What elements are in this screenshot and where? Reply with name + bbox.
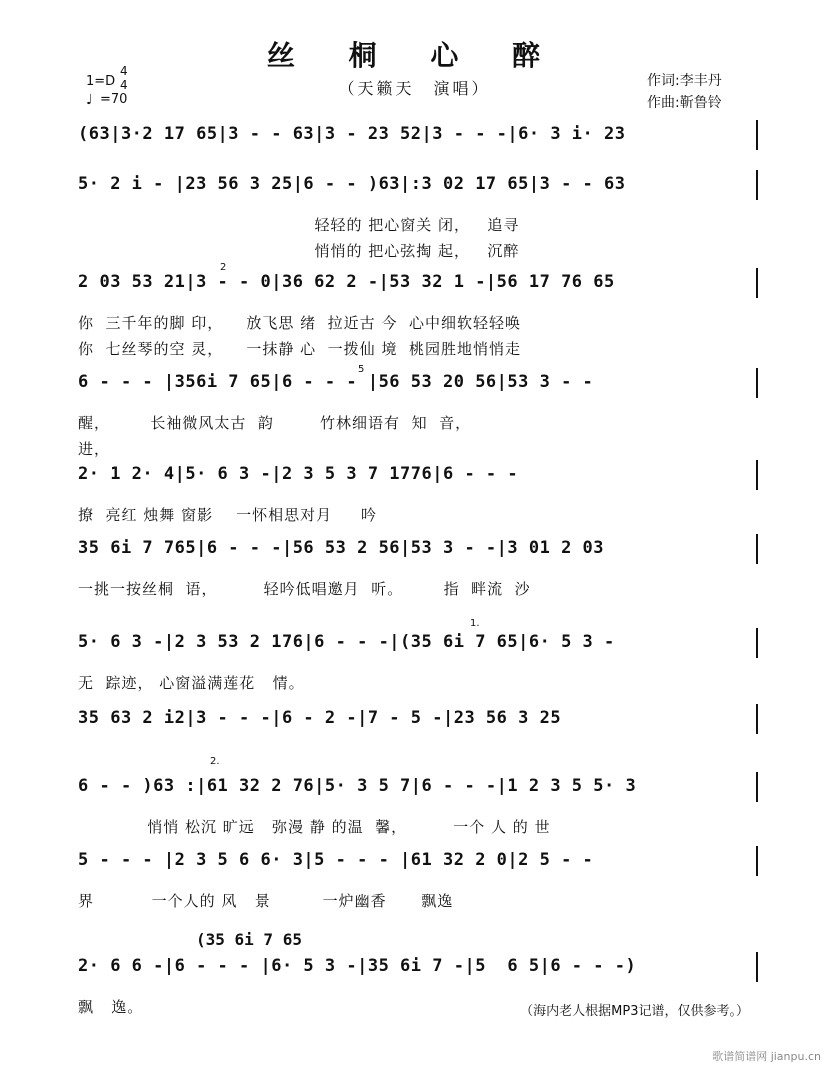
barline — [756, 120, 758, 150]
barline — [756, 952, 758, 982]
volta-row4: 5 — [358, 364, 365, 375]
upper-notes-row11: (35 6i 7 65 — [196, 930, 302, 949]
barline — [756, 268, 758, 298]
notation-row: 2· 6 6 -|6 - - - |6· 5 3 -|35 6i 7 -|5 6 5|6 - - -) — [78, 956, 637, 976]
lyric-line: 飘 逸。 — [78, 998, 144, 1016]
notation-row: 2 03 53 21|3 - - 0|36 62 2 -|53 32 1 -|56 17 76 65 — [78, 272, 615, 292]
time-top: 4 — [120, 64, 128, 78]
barline — [756, 534, 758, 564]
lyricist-credit: 作词:李丰丹 — [647, 73, 722, 89]
notation-row: 6 - - )63 :|61 32 2 76|5· 3 5 7|6 - - -|1 2 3 5 5· 3 — [78, 776, 637, 796]
barline — [756, 628, 758, 658]
lyric-line: 无 踪迹， 心窗溢满莲花 情。 — [78, 674, 305, 692]
lyric-line: 你 七丝琴的空 灵， 一抹静 心 一拨仙 境 桃园胜地悄悄走 — [78, 340, 521, 358]
lyric-line: 轻轻的 把心窗关 闭， 追寻 — [78, 216, 520, 234]
notation-row: 6 - - - |356i 7 65|6 - - - |56 53 20 56|53 3 - - — [78, 372, 594, 392]
barline — [756, 772, 758, 802]
composer-credit: 作曲:靳鲁铃 — [647, 95, 722, 111]
quarter-note-icon: ♩ — [86, 92, 93, 108]
lyric-line: 界 一个人的 风 景 一炉幽香 飘逸 — [78, 892, 454, 910]
notation-row: (63|3·2 17 65|3 - - 63|3 - 23 52|3 - - -|6· 3 i· 23 — [78, 124, 626, 144]
lyric-line: 进， — [78, 440, 111, 458]
barline — [756, 368, 758, 398]
notation-row: 2· 1 2· 4|5· 6 3 -|2 3 5 3 7 1776|6 - - - — [78, 464, 519, 484]
tempo-mark: =70 — [100, 92, 128, 107]
lyric-line: 撩 亮红 烛舞 窗影 一怀相思对月 吟 — [78, 506, 377, 524]
volta-row3: 2 — [220, 262, 227, 273]
time-signature — [120, 64, 128, 92]
time-bottom: 4 — [120, 78, 128, 92]
footnote: （海内老人根据MP3记谱，仅供参考。） — [520, 1004, 749, 1019]
key-signature: 1=D — [86, 74, 116, 89]
notation-row: 35 63 2 i2|3 - - -|6 - 2 -|7 - 5 -|23 56 3 25 — [78, 708, 562, 728]
lyric-line: 悄悄的 把心弦掏 起， 沉醉 — [78, 242, 520, 260]
volta-1: 1. — [470, 618, 480, 629]
notation-row: 35 6i 7 765|6 - - -|56 53 2 56|53 3 - -|3 01 2 03 — [78, 538, 605, 558]
notation-row: 5· 6 3 -|2 3 53 2 176|6 - - -|(35 6i 7 65|6· 5 3 - — [78, 632, 615, 652]
notation-row: 5 - - - |2 3 5 6 6· 3|5 - - - |61 32 2 0|2 5 - - — [78, 850, 594, 870]
barline — [756, 460, 758, 490]
watermark: 歌谱简谱网 jianpu.cn — [712, 1050, 821, 1063]
barline — [756, 170, 758, 200]
singer-credit: （天籁天 演唱） — [338, 79, 491, 98]
barline — [756, 704, 758, 734]
volta-2: 2. — [210, 756, 220, 767]
barline — [756, 846, 758, 876]
page-title: 丝 桐 心 醉 — [266, 39, 563, 72]
lyric-line: 悄悄 松沉 旷远 弥漫 静 的温 馨， 一个 人 的 世 — [78, 818, 551, 836]
lyric-line: 你 三千年的脚 印， 放飞思 绪 拉近古 今 心中细软轻轻唤 — [78, 314, 521, 332]
lyric-line: 一挑一按丝桐 语， 轻吟低唱邀月 听。 指 畔流 沙 — [78, 580, 531, 598]
lyric-line: 醒， 长袖微风太古 韵 竹林细语有 知 音， — [78, 414, 472, 432]
notation-row: 5· 2 i - |23 56 3 25|6 - - )63|:3 02 17 65|3 - - 63 — [78, 174, 626, 194]
